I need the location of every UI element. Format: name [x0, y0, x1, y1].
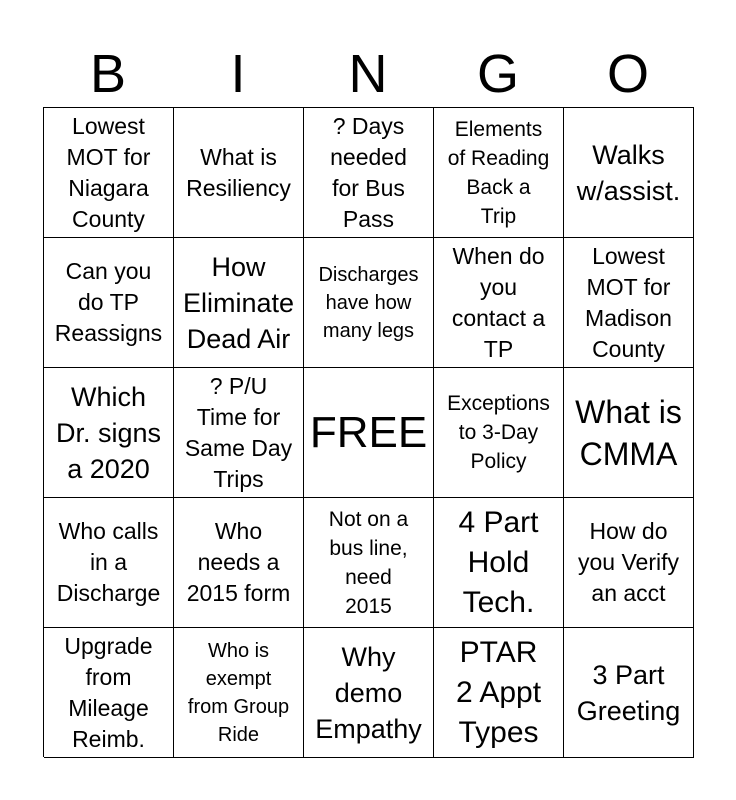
- bingo-cell-g4[interactable]: [434, 498, 564, 628]
- cell-text: What is CMMA: [575, 393, 682, 472]
- bingo-cell-b4[interactable]: [44, 498, 174, 628]
- cell-text: When do you contact a TP: [451, 242, 546, 362]
- header-letter-b: B: [89, 44, 127, 104]
- header-letter-o: O: [606, 44, 649, 104]
- cell-text: Elements of Reading Back a Trip: [447, 117, 550, 228]
- bingo-header: [43, 44, 693, 104]
- bingo-cell-o5[interactable]: [564, 628, 694, 758]
- cell-text: ? Days needed for Bus Pass: [330, 112, 407, 232]
- bingo-cell-o1[interactable]: [564, 108, 694, 238]
- bingo-cell-free[interactable]: [304, 368, 434, 498]
- cell-text: Why demo Empathy: [315, 641, 422, 744]
- bingo-cell-i1[interactable]: [174, 108, 304, 238]
- bingo-cell-n5[interactable]: [304, 628, 434, 758]
- bingo-cell-b5[interactable]: [44, 628, 174, 758]
- cell-text: Lowest MOT for Madison County: [585, 242, 672, 362]
- bingo-cell-o3[interactable]: [564, 368, 694, 498]
- bingo-cell-g3[interactable]: [434, 368, 564, 498]
- header-letter-n: N: [348, 44, 388, 104]
- cell-text: What is Resiliency: [186, 143, 291, 201]
- bingo-cell-o4[interactable]: [564, 498, 694, 628]
- bingo-board: [43, 107, 694, 757]
- bingo-cell-g1[interactable]: [434, 108, 564, 238]
- bingo-cell-n2[interactable]: [304, 238, 434, 368]
- cell-text: ? P/U Time for Same Day Trips: [184, 372, 293, 492]
- cell-text: Who is exempt from Group Ride: [187, 639, 290, 746]
- cell-text: Exceptions to 3-Day Policy: [447, 392, 550, 473]
- cell-text: Who needs a 2015 form: [186, 518, 291, 606]
- header-letter-i: I: [230, 44, 246, 104]
- bingo-cell-g2[interactable]: [434, 238, 564, 368]
- bingo-cell-i2[interactable]: [174, 238, 304, 368]
- bingo-cell-b1[interactable]: [44, 108, 174, 238]
- cell-text: Which Dr. signs a 2020: [55, 381, 162, 484]
- cell-text: PTAR 2 Appt Types: [455, 635, 542, 749]
- cell-text: Can you do TP Reassigns: [54, 258, 163, 346]
- cell-text: How Eliminate Dead Air: [182, 251, 295, 354]
- cell-text: Who calls in a Discharge: [56, 518, 161, 606]
- cell-text: Upgrade from Mileage Reimb.: [64, 632, 153, 752]
- bingo-cell-b2[interactable]: [44, 238, 174, 368]
- free-space-text: FREE: [309, 407, 428, 457]
- bingo-cell-o2[interactable]: [564, 238, 694, 368]
- bingo-cell-g5[interactable]: [434, 628, 564, 758]
- header-letter-g: G: [476, 44, 519, 104]
- cell-text: Not on a bus line, need 2015: [328, 507, 409, 618]
- bingo-cell-i4[interactable]: [174, 498, 304, 628]
- bingo-cell-n1[interactable]: [304, 108, 434, 238]
- bingo-cell-i5[interactable]: [174, 628, 304, 758]
- cell-text: Lowest MOT for Niagara County: [66, 112, 151, 232]
- cell-text: How do you Verify an acct: [578, 518, 679, 606]
- cell-text: 3 Part Greeting: [576, 659, 681, 726]
- bingo-cell-i3[interactable]: [174, 368, 304, 498]
- cell-text: 4 Part Hold Tech.: [458, 505, 539, 619]
- cell-text: Walks w/assist.: [576, 139, 681, 206]
- bingo-cell-n4[interactable]: [304, 498, 434, 628]
- bingo-cell-b3[interactable]: [44, 368, 174, 498]
- cell-text: Discharges have how many legs: [318, 263, 419, 342]
